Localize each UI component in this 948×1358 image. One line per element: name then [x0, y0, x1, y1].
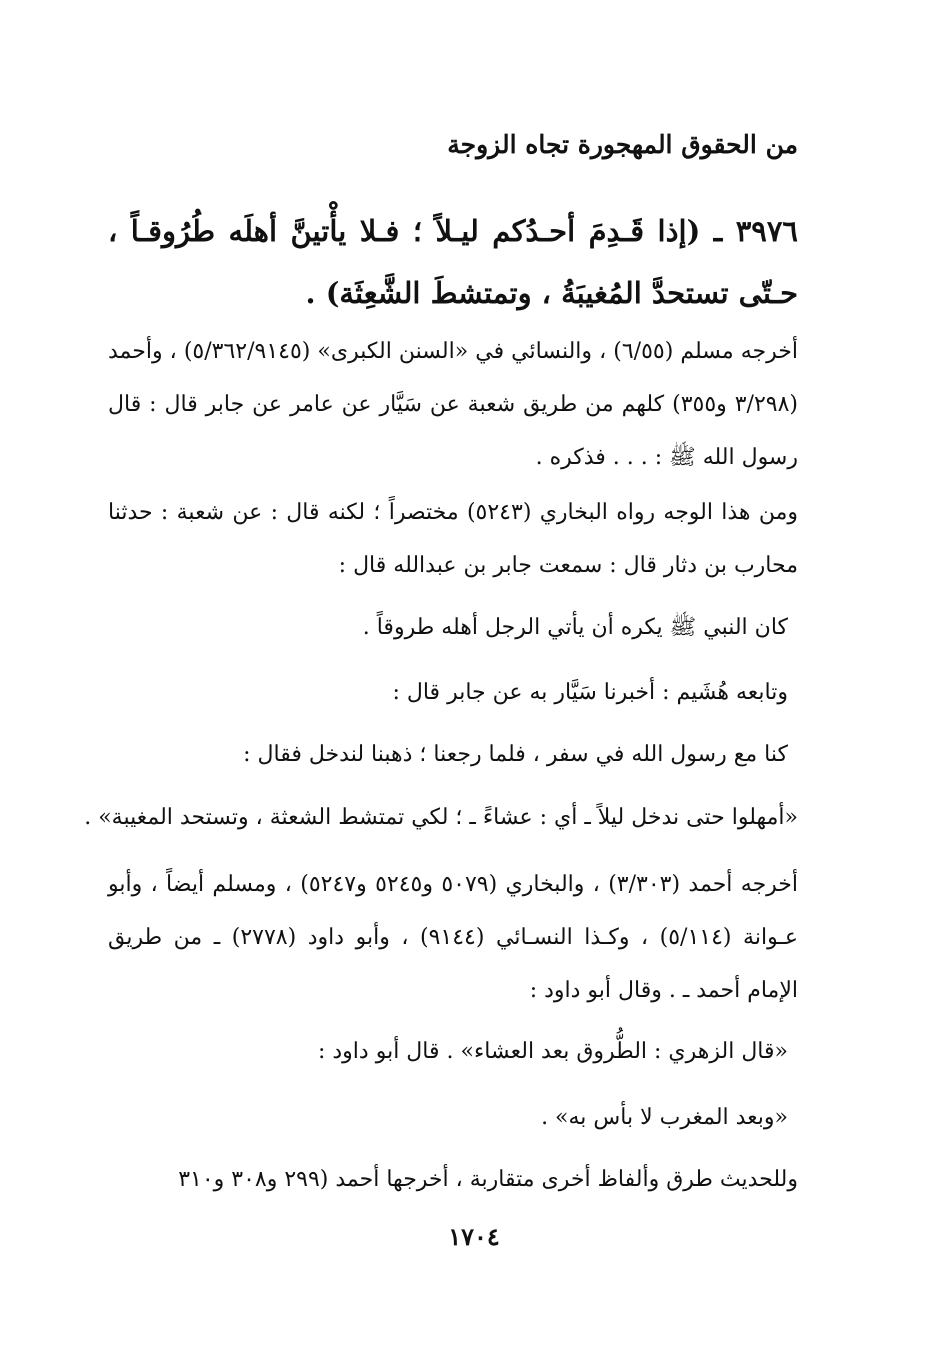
takhrij-paragraph-4: وللحديث طرق وألفاظ أخرى متقاربة ، أخرجها أحمد (٢٩٩ و٣٠٨ و٣١٠ [178, 1167, 798, 1192]
takhrij-paragraph-3: أخرجه أحمد (٣/٣٠٣) ، والبخاري (٥٠٧٩ و٥٢٤٥ و٥٢٤٧) ، ومسلم أيضاً ، وأبو عـوانة (٥/١١٤) ، وكـذا النسـائي (٩١٤٤) ، وأبو داود (٢٧٧٨) ـ من طريق الإمام أحمد ـ . وقال أبو داود : [108, 872, 799, 1003]
quoted-text-5: «قال الزهري : الطُّروق بعد العشاء» . قال أبو داود : [317, 1039, 788, 1064]
running-header: من الحقوق المهجورة تجاه الزوجة [447, 130, 798, 159]
quoted-text-2: وتابعه هُشَيم : أخبرنا سَيَّار به عن جابر قال : [392, 680, 788, 705]
quoted-text-1: كان النبي ﷺ يكره أن يأتي الرجل أهله طروقاً . [362, 615, 788, 640]
page-number: ١٧٠٤ [448, 1222, 500, 1251]
takhrij-paragraph-1: أخرجه مسلم (٦/٥٥) ، والنسائي في «السنن الكبرى» (٥/٣٦٢/٩١٤٥) ، وأحمد (٣/٢٩٨ و٣٥٥) كلهم من طريق شعبة عن سَيَّار عن عامر عن جابر قال : قال رسول الله ﷺ : . . . فذكره . [108, 339, 799, 470]
quoted-text-4: «أمهلوا حتى ندخل ليلاً ـ أي : عشاءً ـ ؛ لكي تمتشط الشعثة ، وتستحد المغيبة» . [84, 805, 798, 830]
quoted-text-3: كنا مع رسول الله في سفر ، فلما رجعنا ؛ ذهبنا لندخل فقال : [243, 742, 788, 767]
hadith-text: ٣٩٧٦ ـ (إذا قَـدِمَ أحـدُكم ليـلاً ؛ فـلا يأْتينَّ أهلَه طُرُوقـاً ، حـتّى تستحدَّ المُغيبَةُ ، وتمتشطَ الشَّعِثَة) . [108, 214, 798, 310]
takhrij-paragraph-2: ومن هذا الوجه رواه البخاري (٥٢٤٣) مختصراً ؛ لكنه قال : عن شعبة : حدثنا محارب بن دثار قال : سمعت جابر بن عبدالله قال : [108, 500, 798, 578]
quoted-text-6: «وبعد المغرب لا بأس به» . [541, 1105, 788, 1130]
